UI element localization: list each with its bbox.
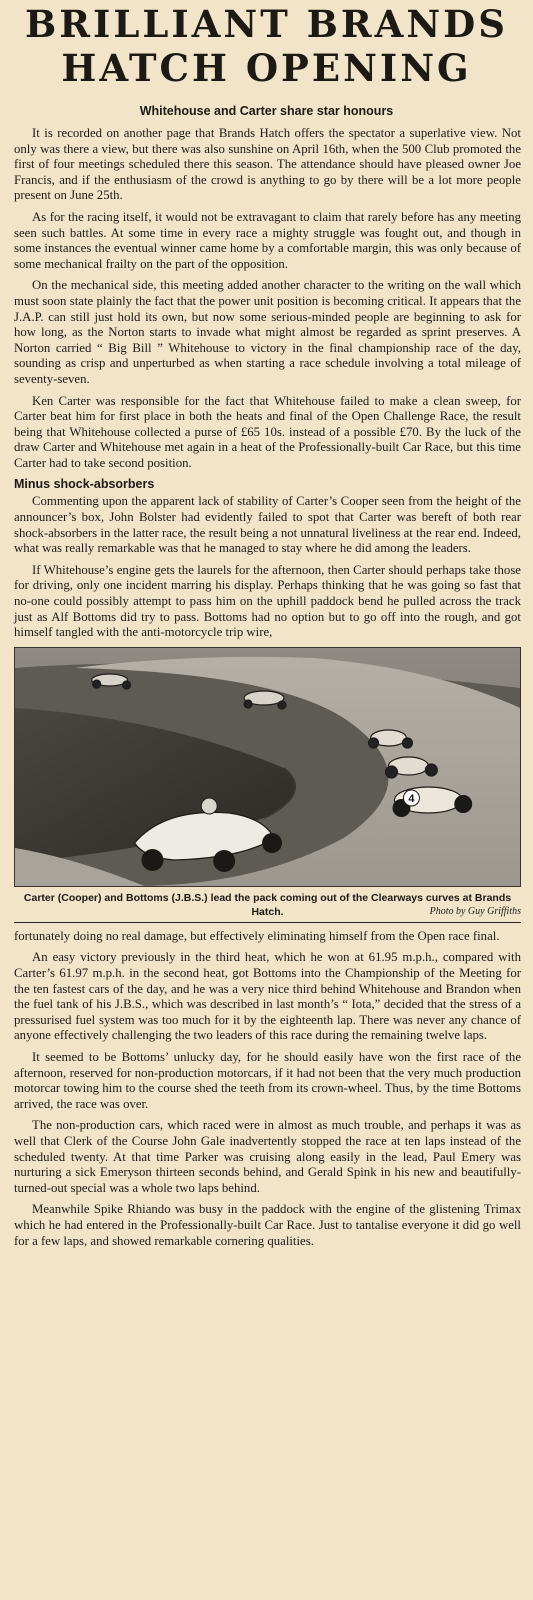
paragraph: If Whitehouse’s engine gets the laurels for the afternoon, then Carter should perhaps take those for driving, only one incident marring his display. Perhaps thinking that he was going so fast that no-one could possibly attempt to pass him on the uphill paddock bend he pulled across the track just as Alf Bottoms did try to pass. Bottoms had no option but to go off into the rough, and got himself tangled with the anti-motorcycle trip wire, (14, 562, 521, 640)
caption-text: Carter (Cooper) and Bottoms (J.B.S.) lead the pack coming out of the Clearways curves at Brands Hatch. (23, 891, 512, 918)
section-heading: Minus shock-absorbers (14, 477, 155, 492)
paragraph: Ken Carter was responsible for the fact that Whitehouse failed to make a clean sweep, for Carter beat him for first place in both the heats and final of the Open Challenge Race, the result being that Whitehouse collected a purse of £65 10s. instead of a possible £70. By the luck of the draw Carter and Whitehouse met again in a heat of the Professionally-built Car Race, but this time Carter had to take second position. (14, 393, 521, 470)
paragraph: It seemed to be Bottoms’ unlucky day, for he should easily have won the first race of the afternoon, reserved for non-production motorcars, if it had not been that the very much production motorcar towing him to the course shed the teeth from its crown-wheel. Thus, by the time Bottoms arrived, the race was over. (14, 1049, 521, 1111)
headline-line-1: BRILLIANT BRANDS (25, 2, 508, 46)
car-number: 4 (408, 792, 415, 805)
paragraph: Commenting upon the apparent lack of stability of Carter’s Cooper seen from the height of the announcer’s box, John Bolster had evidently failed to spot that Carter was bereft of both rear shock-absorbers in the latter race, the result being a not unnatural liveliness at the rear end. Indeed, what was really remarkable was that he managed to stay where he did among the leaders. (14, 494, 521, 556)
paragraph: On the mechanical side, this meeting added another character to the writing on the wall which must soon state plainly the fact that the power unit position is becoming critical. It appears that the J.A.P. can still just hold its own, but now some serious-minded people are beginning to ask for how long, as the Norton starts to invade what might almost be regarded as sprint preserves. A Norton carried “ Big Bill ” Whitehouse to victory in the final championship race of the day, sounding as crisp and unperturbed as when starting a race schedule involving a total mileage of seventy-seven. (14, 278, 521, 386)
paragraph: fortunately doing no real damage, but effectively eliminating himself from the Open race final. (14, 928, 500, 943)
paragraph: Meanwhile Spike Rhiando was busy in the paddock with the engine of the glistening Trimax which he had entered in the Professionally-built Car Race. Just to tantalise everyone it did go well for a few laps, and showed remarkable cornering qualities. (14, 1202, 521, 1248)
race-photo-image (15, 648, 520, 886)
paragraph: As for the racing itself, it would not be extravagant to claim that rarely before has any meeting seen such battles. At some time in every race a mighty struggle was fought out, and though in some instances the eventual winner came home by a comfortable margin, this was only because of some mechanical frailty on the part of the opposition. (14, 209, 521, 271)
article-body-top (0, 126, 533, 641)
photo-caption (14, 891, 521, 923)
race-photo (14, 647, 521, 887)
headline-line-2: HATCH OPENING (61, 46, 472, 90)
paragraph: It is recorded on another page that Brands Hatch offers the spectator a superlative view. Not only was there a view, but there was also sunshine on April 16th, when the 500 Club promoted the first of four meetings scheduled there this season. The attendance should have pleased owner Joe Francis, and if the enthusiasm of the crowd is anything to go by there will be a lot more people present on June 25th. (14, 126, 521, 203)
headline (0, 0, 533, 92)
paragraph: The non-production cars, which raced were in almost as much trouble, and perhaps it was as well that Clerk of the Course John Gale inadvertently stopped the race at ten laps instead of the scheduled twenty. At that time Parker was cruising along easily in the lead, Paul Emery was nurturing a sick Emeryson thirteen seconds behind, and Gerald Spink in his new and beautifully-turned-out special was a whole two laps behind. (14, 1118, 521, 1195)
photo-credit: Photo by Guy Griffiths (429, 905, 521, 917)
article-body-bottom (0, 923, 533, 1249)
paragraph: An easy victory previously in the third heat, which he won at 61.95 m.p.h., compared with Carter’s 61.97 m.p.h. in the second heat, got Bottoms into the Championship of the Meeting for the ten fastest cars of the day, and he was a very nice third behind Whitehouse and Brandon when the fuel tank of his J.B.S., which was described in last month’s “ Iota,” decided that the stress of a pressurised fuel system was too much for it by the eighteenth lap. There was never any chance of anyone effectively challenging the two leaders of this race during the remaining twelve laps. (14, 950, 521, 1043)
subheading: Whitehouse and Carter share star honours (139, 104, 394, 118)
